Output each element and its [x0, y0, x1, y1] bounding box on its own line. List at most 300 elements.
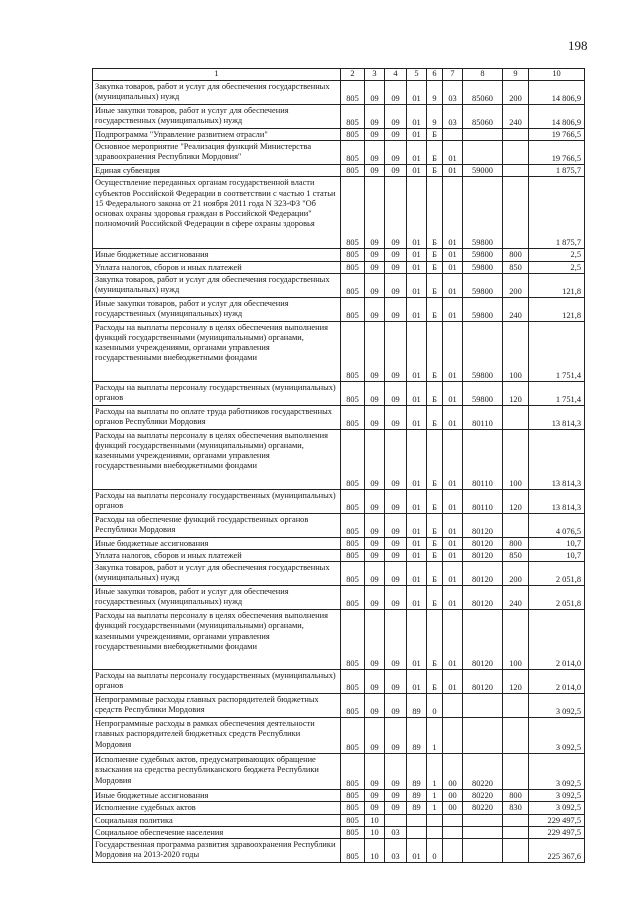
- row-code-cell-c8: 59800: [463, 249, 503, 261]
- row-code-cell-c5: 01: [407, 321, 427, 381]
- row-code-cell-c6: Б: [427, 429, 443, 489]
- row-amount-cell: 19 766,5: [529, 129, 585, 141]
- budget-table: [92, 68, 585, 863]
- row-code-cell-c6: [427, 826, 443, 838]
- table-row: [93, 513, 585, 537]
- row-code-cell-c7: 03: [443, 105, 463, 129]
- row-code-cell-c3: 09: [365, 790, 385, 802]
- row-code-cell-c6: Б: [427, 273, 443, 297]
- row-code-cell-c2: 805: [341, 814, 365, 826]
- row-code-cell-c9: [503, 129, 529, 141]
- row-code-cell-c5: 01: [407, 297, 427, 321]
- row-code-cell-c8: 85060: [463, 105, 503, 129]
- row-amount-cell: 1 751,4: [529, 321, 585, 381]
- row-amount-cell: 19 766,5: [529, 141, 585, 165]
- row-code-cell-c5: 01: [407, 513, 427, 537]
- row-code-cell-c2: 805: [341, 754, 365, 790]
- row-code-cell-c7: [443, 826, 463, 838]
- row-code-cell-c7: 01: [443, 429, 463, 489]
- row-code-cell-c8: 59800: [463, 297, 503, 321]
- row-amount-cell: 2 051,8: [529, 562, 585, 586]
- row-name-cell: Расходы на выплаты персоналу в целях обеспечения выполнения функций государственными (муниципальными) органами, казенными учреждениями, органами управления государственными внебюджетными фондами: [93, 610, 341, 670]
- row-name-cell: Уплата налогов, сборов и иных платежей: [93, 261, 341, 273]
- row-code-cell-c6: Б: [427, 537, 443, 549]
- row-name-cell: Расходы на выплаты по оплате труда работников государственных органов Республики Мордовия: [93, 405, 341, 429]
- row-code-cell-c2: 805: [341, 177, 365, 249]
- row-code-cell-c3: 09: [365, 562, 385, 586]
- row-code-cell-c4: 09: [385, 754, 407, 790]
- row-code-cell-c9: 240: [503, 297, 529, 321]
- row-code-cell-c8: 59800: [463, 381, 503, 405]
- row-code-cell-c5: 01: [407, 261, 427, 273]
- row-code-cell-c6: Б: [427, 129, 443, 141]
- header-cell: 9: [503, 69, 529, 81]
- header-cell: 8: [463, 69, 503, 81]
- row-code-cell-c2: 805: [341, 790, 365, 802]
- row-code-cell-c9: 800: [503, 537, 529, 549]
- row-name-cell: Расходы на выплаты персоналу государственных (муниципальных) органов: [93, 489, 341, 513]
- row-code-cell-c8: 80120: [463, 670, 503, 694]
- row-code-cell-c3: 09: [365, 718, 385, 754]
- row-code-cell-c4: 09: [385, 273, 407, 297]
- table-row: [93, 537, 585, 549]
- row-code-cell-c9: [503, 165, 529, 177]
- row-code-cell-c5: 89: [407, 718, 427, 754]
- row-name-cell: Расходы на выплаты персоналу государственных (муниципальных) органов: [93, 381, 341, 405]
- table-row: [93, 105, 585, 129]
- row-code-cell-c2: 805: [341, 694, 365, 718]
- row-name-cell: Осуществление переданных органам государственной власти субъектов Российской Федерации в соответствии с частью 1 статьи 15 Федерального закона от 21 ноября 2011 года N 323-ФЗ "Об основах охраны здоровья граждан в Российской Федерации" полномочий Российской Федерации в сфере охраны здоровья: [93, 177, 341, 249]
- row-amount-cell: 13 814,3: [529, 405, 585, 429]
- row-code-cell-c3: 09: [365, 261, 385, 273]
- row-code-cell-c5: 89: [407, 790, 427, 802]
- row-code-cell-c6: Б: [427, 177, 443, 249]
- row-code-cell-c5: 01: [407, 405, 427, 429]
- row-code-cell-c8: 80120: [463, 537, 503, 549]
- row-amount-cell: 14 806,9: [529, 81, 585, 105]
- row-code-cell-c4: 09: [385, 429, 407, 489]
- row-amount-cell: 1 875,7: [529, 177, 585, 249]
- row-code-cell-c8: [463, 814, 503, 826]
- row-code-cell-c3: 09: [365, 550, 385, 562]
- row-code-cell-c2: 805: [341, 297, 365, 321]
- table-row: [93, 718, 585, 754]
- row-amount-cell: 1 751,4: [529, 381, 585, 405]
- row-code-cell-c4: 09: [385, 513, 407, 537]
- row-name-cell: Закупка товаров, работ и услуг для обеспечения государственных (муниципальных) нужд: [93, 81, 341, 105]
- row-code-cell-c2: 805: [341, 81, 365, 105]
- header-cell: 10: [529, 69, 585, 81]
- row-code-cell-c5: 01: [407, 562, 427, 586]
- row-code-cell-c6: Б: [427, 562, 443, 586]
- table-row: [93, 802, 585, 814]
- row-code-cell-c8: [463, 141, 503, 165]
- row-code-cell-c8: [463, 694, 503, 718]
- row-code-cell-c3: 10: [365, 814, 385, 826]
- row-amount-cell: 225 367,6: [529, 839, 585, 863]
- row-code-cell-c4: 09: [385, 105, 407, 129]
- row-code-cell-c5: 01: [407, 586, 427, 610]
- row-code-cell-c6: 9: [427, 81, 443, 105]
- row-code-cell-c8: 80220: [463, 754, 503, 790]
- row-code-cell-c2: 805: [341, 718, 365, 754]
- row-amount-cell: 2 014,0: [529, 610, 585, 670]
- row-code-cell-c7: [443, 814, 463, 826]
- row-code-cell-c7: [443, 839, 463, 863]
- row-code-cell-c5: 89: [407, 694, 427, 718]
- row-code-cell-c6: Б: [427, 489, 443, 513]
- row-code-cell-c2: 805: [341, 826, 365, 838]
- row-code-cell-c5: 01: [407, 489, 427, 513]
- row-code-cell-c6: 1: [427, 754, 443, 790]
- row-name-cell: Социальная политика: [93, 814, 341, 826]
- row-code-cell-c4: 09: [385, 249, 407, 261]
- table-row: [93, 129, 585, 141]
- row-code-cell-c2: 805: [341, 321, 365, 381]
- row-code-cell-c4: 09: [385, 802, 407, 814]
- row-code-cell-c8: 80220: [463, 802, 503, 814]
- row-code-cell-c2: 805: [341, 562, 365, 586]
- row-code-cell-c4: 09: [385, 489, 407, 513]
- row-code-cell-c7: 01: [443, 610, 463, 670]
- table-row: [93, 826, 585, 838]
- row-code-cell-c3: 09: [365, 513, 385, 537]
- row-code-cell-c2: 805: [341, 105, 365, 129]
- row-code-cell-c4: 09: [385, 537, 407, 549]
- row-name-cell: Иные закупки товаров, работ и услуг для обеспечения государственных (муниципальных) нужд: [93, 297, 341, 321]
- row-code-cell-c2: 805: [341, 129, 365, 141]
- row-code-cell-c7: 00: [443, 754, 463, 790]
- row-name-cell: Исполнение судебных актов: [93, 802, 341, 814]
- table-row: [93, 249, 585, 261]
- row-amount-cell: 1 875,7: [529, 165, 585, 177]
- row-code-cell-c8: 80110: [463, 405, 503, 429]
- row-code-cell-c5: 01: [407, 381, 427, 405]
- row-code-cell-c4: 03: [385, 826, 407, 838]
- row-code-cell-c3: 09: [365, 141, 385, 165]
- row-amount-cell: 3 092,5: [529, 694, 585, 718]
- row-code-cell-c8: 80120: [463, 586, 503, 610]
- row-code-cell-c7: 01: [443, 273, 463, 297]
- row-code-cell-c2: 805: [341, 802, 365, 814]
- row-code-cell-c5: 01: [407, 610, 427, 670]
- row-code-cell-c9: 120: [503, 381, 529, 405]
- row-code-cell-c7: 01: [443, 321, 463, 381]
- row-code-cell-c7: 01: [443, 261, 463, 273]
- row-code-cell-c8: 59800: [463, 273, 503, 297]
- row-name-cell: Подпрограмма "Управление развитием отрасли": [93, 129, 341, 141]
- row-code-cell-c7: 01: [443, 550, 463, 562]
- row-code-cell-c3: 09: [365, 429, 385, 489]
- table-row: [93, 586, 585, 610]
- table-row: [93, 610, 585, 670]
- row-code-cell-c4: 09: [385, 718, 407, 754]
- row-amount-cell: 2 014,0: [529, 670, 585, 694]
- row-amount-cell: 3 092,5: [529, 718, 585, 754]
- row-code-cell-c9: 120: [503, 670, 529, 694]
- table-row: [93, 694, 585, 718]
- row-code-cell-c7: [443, 718, 463, 754]
- row-code-cell-c8: 80120: [463, 550, 503, 562]
- table-row: [93, 81, 585, 105]
- table-row: [93, 814, 585, 826]
- row-name-cell: Государственная программа развития здравоохранения Республики Мордовия на 2013-2020 годы: [93, 839, 341, 863]
- row-code-cell-c5: 01: [407, 273, 427, 297]
- table-row: [93, 562, 585, 586]
- table-row: [93, 321, 585, 381]
- row-amount-cell: 2,5: [529, 261, 585, 273]
- row-code-cell-c9: [503, 694, 529, 718]
- row-code-cell-c5: 01: [407, 429, 427, 489]
- header-cell: 4: [385, 69, 407, 81]
- row-code-cell-c7: 01: [443, 562, 463, 586]
- row-code-cell-c5: [407, 814, 427, 826]
- row-code-cell-c6: Б: [427, 586, 443, 610]
- row-code-cell-c7: 01: [443, 297, 463, 321]
- row-code-cell-c2: 805: [341, 586, 365, 610]
- row-amount-cell: 10,7: [529, 537, 585, 549]
- table-row: [93, 429, 585, 489]
- row-code-cell-c5: 01: [407, 177, 427, 249]
- row-code-cell-c6: Б: [427, 513, 443, 537]
- row-code-cell-c2: 805: [341, 550, 365, 562]
- row-code-cell-c6: 1: [427, 802, 443, 814]
- row-name-cell: Единая субвенция: [93, 165, 341, 177]
- row-code-cell-c9: 240: [503, 586, 529, 610]
- row-code-cell-c9: 200: [503, 81, 529, 105]
- row-code-cell-c7: 01: [443, 489, 463, 513]
- row-code-cell-c9: 850: [503, 550, 529, 562]
- row-code-cell-c3: 09: [365, 694, 385, 718]
- row-code-cell-c3: 09: [365, 381, 385, 405]
- row-code-cell-c4: 09: [385, 586, 407, 610]
- row-code-cell-c5: 89: [407, 754, 427, 790]
- row-code-cell-c4: 03: [385, 839, 407, 863]
- row-code-cell-c7: 01: [443, 670, 463, 694]
- row-code-cell-c9: 850: [503, 261, 529, 273]
- row-code-cell-c9: [503, 513, 529, 537]
- row-name-cell: Социальное обеспечение населения: [93, 826, 341, 838]
- row-code-cell-c9: 830: [503, 802, 529, 814]
- row-code-cell-c7: 01: [443, 381, 463, 405]
- table-row: [93, 165, 585, 177]
- row-amount-cell: 3 092,5: [529, 754, 585, 790]
- row-code-cell-c3: 09: [365, 586, 385, 610]
- row-code-cell-c3: 09: [365, 754, 385, 790]
- row-code-cell-c2: 805: [341, 381, 365, 405]
- row-code-cell-c8: [463, 129, 503, 141]
- row-name-cell: Расходы на выплаты персоналу в целях обеспечения выполнения функций государственными (муниципальными) органами, казенными учреждениями, органами управления государственными внебюджетными фондами: [93, 429, 341, 489]
- row-code-cell-c4: 09: [385, 610, 407, 670]
- row-name-cell: Расходы на обеспечение функций государственных органов Республики Мордовия: [93, 513, 341, 537]
- row-code-cell-c9: 240: [503, 105, 529, 129]
- row-code-cell-c6: Б: [427, 405, 443, 429]
- row-name-cell: Иные закупки товаров, работ и услуг для обеспечения государственных (муниципальных) нужд: [93, 586, 341, 610]
- row-code-cell-c6: 1: [427, 790, 443, 802]
- row-code-cell-c3: 10: [365, 839, 385, 863]
- row-code-cell-c5: 01: [407, 81, 427, 105]
- row-code-cell-c4: 09: [385, 694, 407, 718]
- row-code-cell-c9: 200: [503, 562, 529, 586]
- table-row: [93, 489, 585, 513]
- row-name-cell: Основное мероприятие "Реализация функций Министерства здравоохранения Республики Мордовия": [93, 141, 341, 165]
- row-code-cell-c6: Б: [427, 670, 443, 694]
- row-code-cell-c8: 59000: [463, 165, 503, 177]
- row-code-cell-c6: Б: [427, 381, 443, 405]
- row-code-cell-c7: 01: [443, 249, 463, 261]
- row-code-cell-c5: 01: [407, 550, 427, 562]
- row-code-cell-c9: 120: [503, 489, 529, 513]
- row-code-cell-c3: 09: [365, 249, 385, 261]
- row-code-cell-c3: 10: [365, 826, 385, 838]
- row-code-cell-c5: 01: [407, 141, 427, 165]
- row-name-cell: Исполнение судебных актов, предусматривающих обращение взыскания на средства республиканского бюджета Республики Мордовия: [93, 754, 341, 790]
- row-code-cell-c6: Б: [427, 610, 443, 670]
- row-code-cell-c9: [503, 177, 529, 249]
- row-amount-cell: 10,7: [529, 550, 585, 562]
- row-code-cell-c4: 09: [385, 177, 407, 249]
- row-code-cell-c8: [463, 826, 503, 838]
- row-code-cell-c3: 09: [365, 273, 385, 297]
- row-code-cell-c3: 09: [365, 297, 385, 321]
- row-code-cell-c7: [443, 694, 463, 718]
- table-row: [93, 405, 585, 429]
- row-code-cell-c4: 09: [385, 261, 407, 273]
- row-code-cell-c4: 09: [385, 790, 407, 802]
- row-code-cell-c2: 805: [341, 537, 365, 549]
- row-code-cell-c4: [385, 814, 407, 826]
- header-row: [93, 69, 585, 81]
- table-row: [93, 381, 585, 405]
- row-code-cell-c3: 09: [365, 610, 385, 670]
- table-row: [93, 261, 585, 273]
- row-code-cell-c7: 01: [443, 405, 463, 429]
- row-code-cell-c9: 800: [503, 790, 529, 802]
- table-row: [93, 273, 585, 297]
- table-row: [93, 297, 585, 321]
- row-code-cell-c8: 59800: [463, 261, 503, 273]
- row-code-cell-c5: 89: [407, 802, 427, 814]
- row-code-cell-c3: 09: [365, 129, 385, 141]
- row-code-cell-c7: 01: [443, 537, 463, 549]
- row-code-cell-c4: 09: [385, 670, 407, 694]
- table-row: [93, 754, 585, 790]
- row-code-cell-c2: 805: [341, 141, 365, 165]
- row-code-cell-c7: 01: [443, 513, 463, 537]
- row-amount-cell: 229 497,5: [529, 814, 585, 826]
- row-code-cell-c2: 805: [341, 429, 365, 489]
- row-code-cell-c7: 01: [443, 586, 463, 610]
- row-code-cell-c5: 01: [407, 165, 427, 177]
- table-row: [93, 790, 585, 802]
- row-code-cell-c2: 805: [341, 249, 365, 261]
- row-code-cell-c3: 09: [365, 405, 385, 429]
- row-code-cell-c3: 09: [365, 670, 385, 694]
- header-cell: 1: [93, 69, 341, 81]
- row-amount-cell: 13 814,3: [529, 489, 585, 513]
- row-name-cell: Непрограммные расходы главных распорядителей бюджетных средств Республики Мордовия: [93, 694, 341, 718]
- row-code-cell-c6: [427, 814, 443, 826]
- row-code-cell-c4: 09: [385, 550, 407, 562]
- page-number: 198: [568, 38, 588, 53]
- row-amount-cell: 14 806,9: [529, 105, 585, 129]
- row-code-cell-c5: 01: [407, 249, 427, 261]
- row-amount-cell: 121,8: [529, 297, 585, 321]
- row-code-cell-c9: [503, 826, 529, 838]
- row-code-cell-c9: 100: [503, 429, 529, 489]
- table-row: [93, 670, 585, 694]
- row-code-cell-c8: 80120: [463, 610, 503, 670]
- row-code-cell-c2: 805: [341, 273, 365, 297]
- row-amount-cell: 2 051,8: [529, 586, 585, 610]
- row-name-cell: Расходы на выплаты персоналу государственных (муниципальных) органов: [93, 670, 341, 694]
- header-cell: 7: [443, 69, 463, 81]
- row-code-cell-c7: 01: [443, 177, 463, 249]
- row-code-cell-c4: 09: [385, 141, 407, 165]
- header-cell: 5: [407, 69, 427, 81]
- row-code-cell-c8: 80220: [463, 790, 503, 802]
- row-code-cell-c2: 805: [341, 405, 365, 429]
- row-code-cell-c3: 09: [365, 321, 385, 381]
- table-row: [93, 839, 585, 863]
- row-code-cell-c2: 805: [341, 165, 365, 177]
- row-code-cell-c3: 09: [365, 105, 385, 129]
- row-code-cell-c2: 805: [341, 610, 365, 670]
- row-code-cell-c9: 200: [503, 273, 529, 297]
- row-code-cell-c8: 59800: [463, 177, 503, 249]
- row-code-cell-c5: 01: [407, 129, 427, 141]
- row-name-cell: Иные бюджетные ассигнования: [93, 537, 341, 549]
- row-code-cell-c4: 09: [385, 381, 407, 405]
- row-code-cell-c8: 80110: [463, 429, 503, 489]
- header-cell: 6: [427, 69, 443, 81]
- row-code-cell-c9: 800: [503, 249, 529, 261]
- row-name-cell: Иные бюджетные ассигнования: [93, 249, 341, 261]
- row-code-cell-c9: [503, 405, 529, 429]
- row-code-cell-c3: 09: [365, 489, 385, 513]
- row-code-cell-c3: 09: [365, 81, 385, 105]
- row-code-cell-c5: [407, 826, 427, 838]
- row-code-cell-c6: Б: [427, 249, 443, 261]
- row-amount-cell: 2,5: [529, 249, 585, 261]
- row-code-cell-c4: 09: [385, 129, 407, 141]
- row-code-cell-c6: Б: [427, 141, 443, 165]
- row-code-cell-c8: [463, 718, 503, 754]
- row-code-cell-c3: 09: [365, 177, 385, 249]
- row-code-cell-c6: 0: [427, 694, 443, 718]
- row-amount-cell: 3 092,5: [529, 790, 585, 802]
- row-code-cell-c6: Б: [427, 550, 443, 562]
- row-code-cell-c6: Б: [427, 165, 443, 177]
- row-code-cell-c4: 09: [385, 165, 407, 177]
- row-code-cell-c2: 805: [341, 261, 365, 273]
- row-name-cell: Иные бюджетные ассигнования: [93, 790, 341, 802]
- row-code-cell-c4: 09: [385, 81, 407, 105]
- row-code-cell-c7: 00: [443, 802, 463, 814]
- row-code-cell-c9: [503, 718, 529, 754]
- row-code-cell-c8: 80120: [463, 513, 503, 537]
- row-code-cell-c4: 09: [385, 405, 407, 429]
- row-code-cell-c6: 1: [427, 718, 443, 754]
- row-code-cell-c7: 01: [443, 165, 463, 177]
- header-cell: 2: [341, 69, 365, 81]
- row-code-cell-c4: 09: [385, 321, 407, 381]
- row-code-cell-c5: 01: [407, 105, 427, 129]
- row-code-cell-c6: 0: [427, 839, 443, 863]
- row-code-cell-c8: 85060: [463, 81, 503, 105]
- row-code-cell-c5: 01: [407, 839, 427, 863]
- row-code-cell-c3: 09: [365, 802, 385, 814]
